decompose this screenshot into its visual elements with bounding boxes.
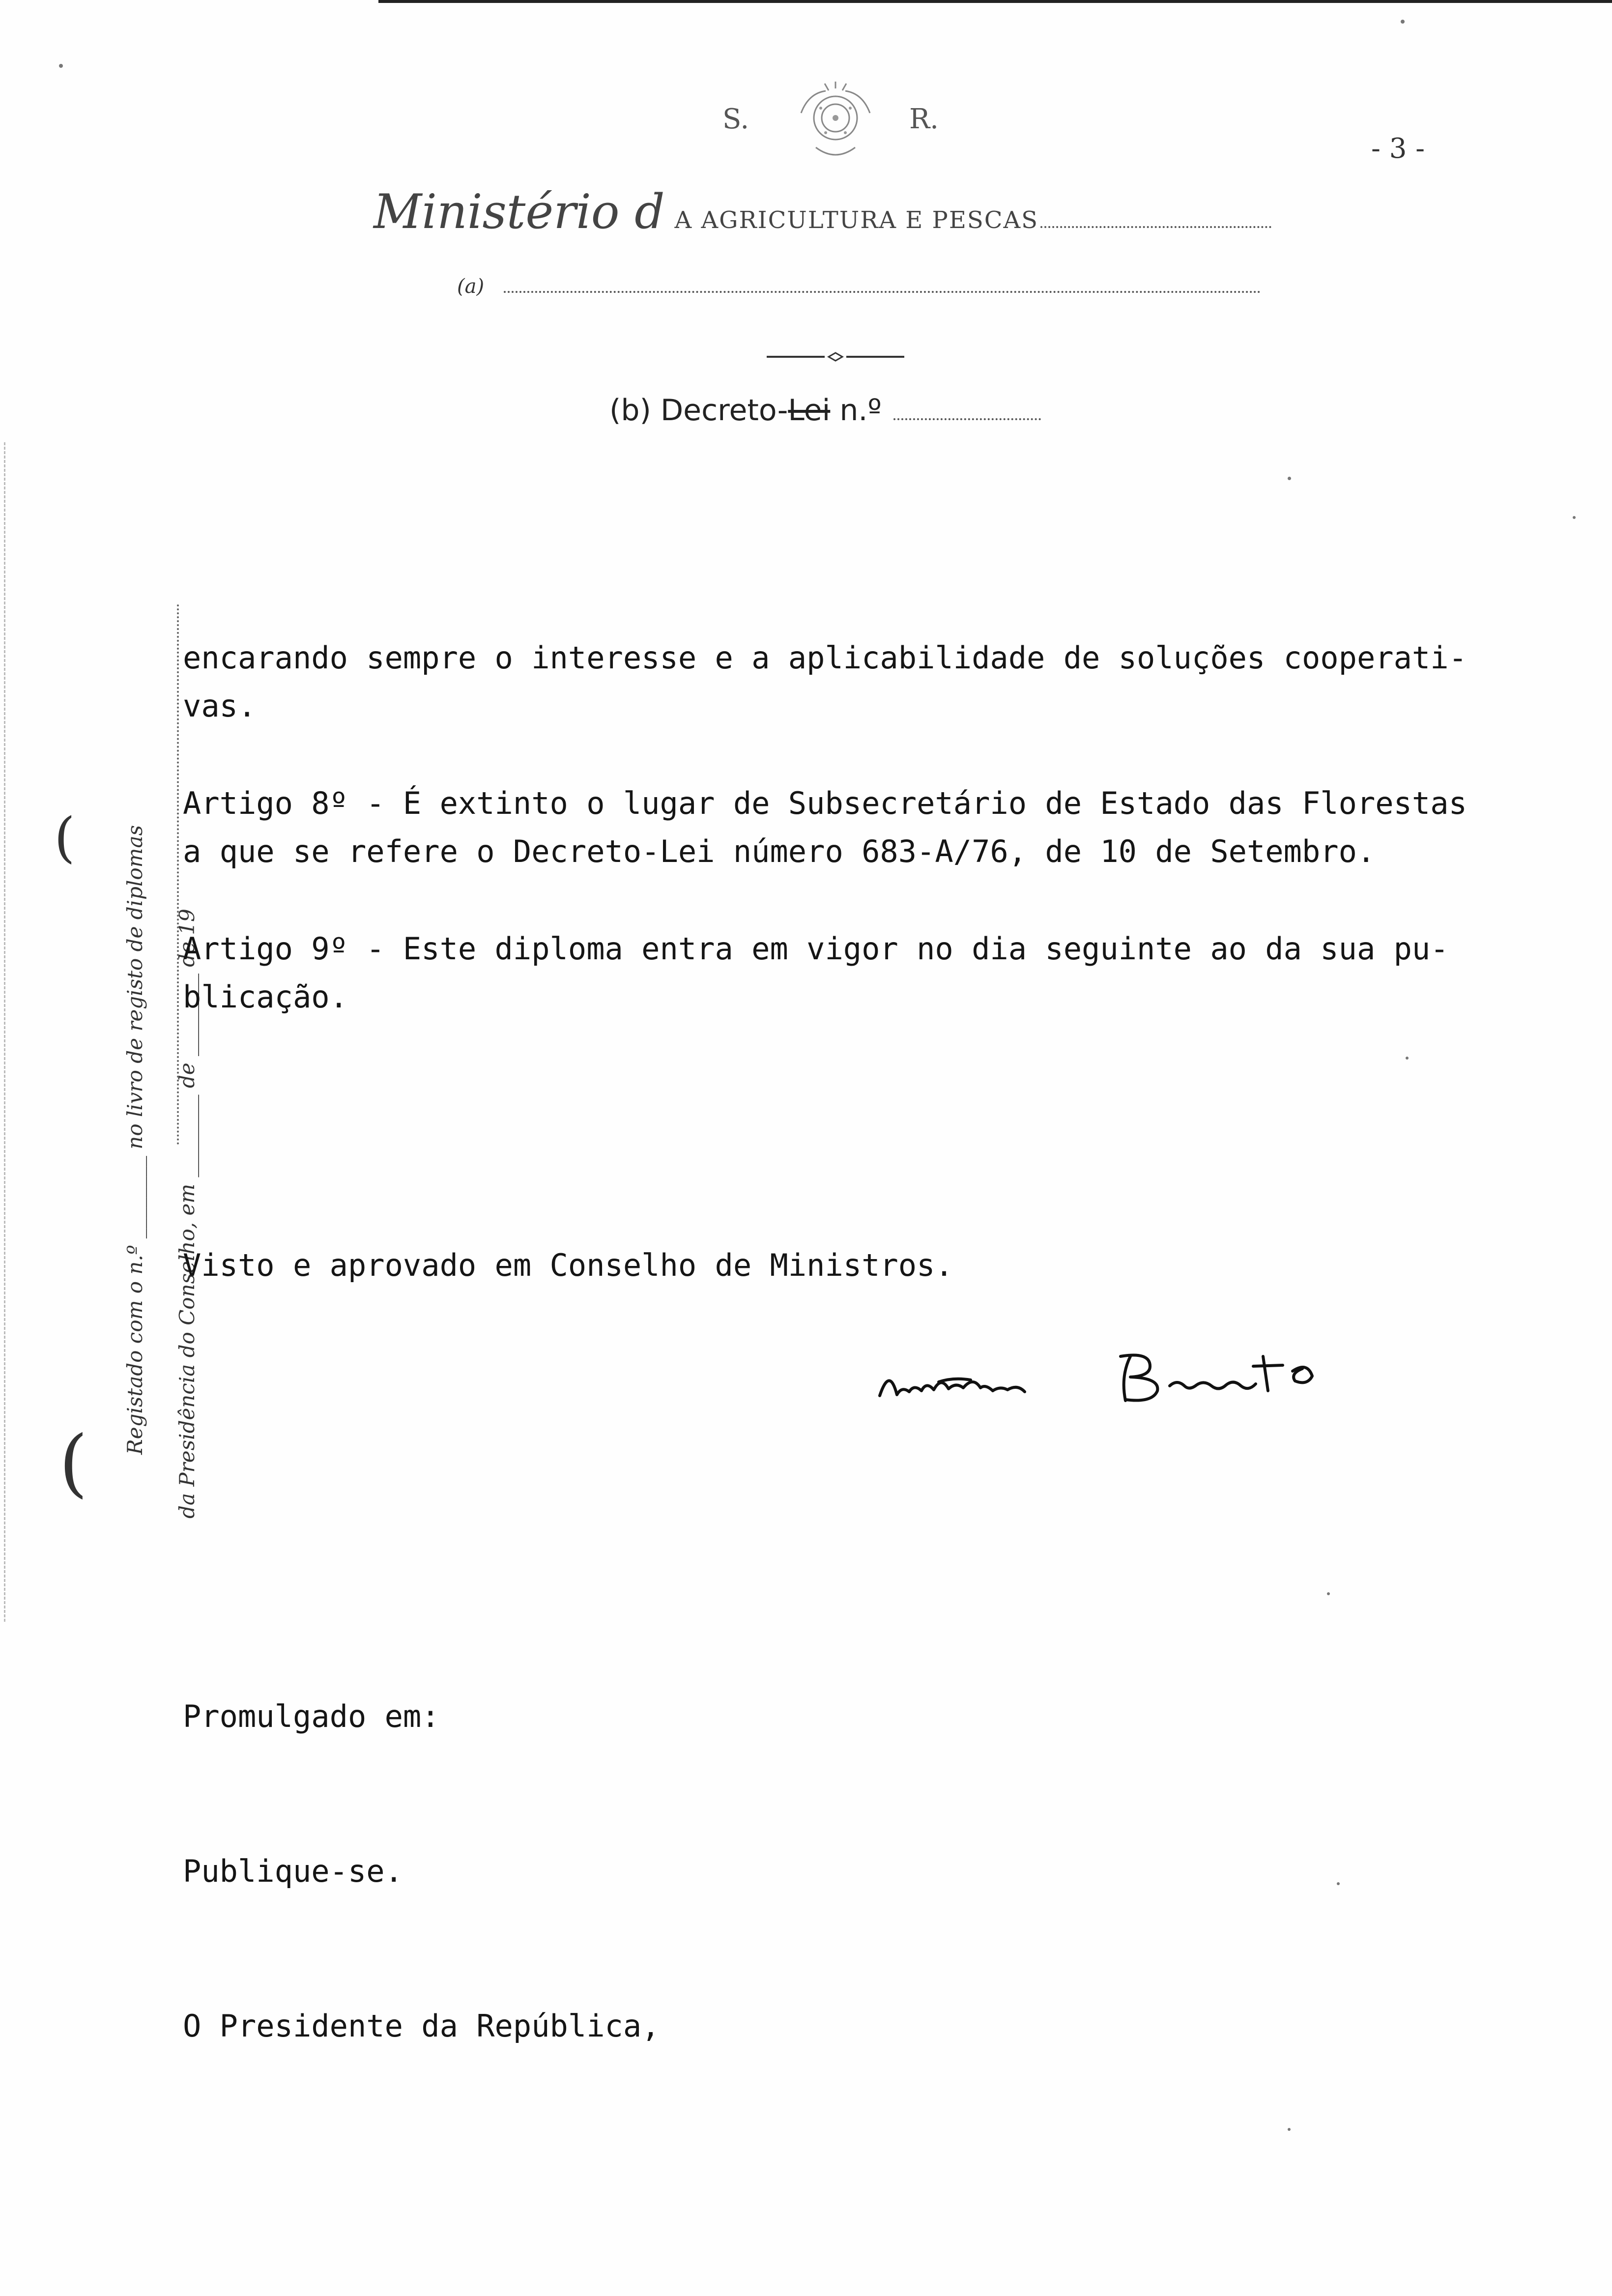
header-seal-group [722,79,968,162]
ministry-department: A AGRICULTURA E PESCAS [674,206,1039,234]
presidente-line: O Presidente da República, [183,2008,660,2044]
ministry-heading [374,184,1271,239]
coat-of-arms-seal [786,79,885,162]
scan-speck [59,64,63,68]
margin-dotted-line [177,604,179,1145]
ornamental-divider [767,352,904,362]
scan-edge-marks [4,442,8,1622]
article-8: Artigo 8º - É extinto o lugar de Subsecretário de Estado das Florestas a que se refere o Decreto-Lei número 683-A/76, de 10 de Setembro. [183,785,1467,869]
approval-statement: Visto e aprovado em Conselho de Ministros. [183,1247,953,1283]
line-a-fill [504,291,1261,293]
publique-line: Publique-se. [183,1853,403,1889]
scan-speck [1288,477,1291,480]
top-rule [378,0,1612,3]
margin-registo-note: Registado com o n.º ________ no livro de registo de diplomas [123,825,147,1455]
article-9: Artigo 9º - Este diploma entra em vigor no dia seguinte ao da sua pu- blicação. [183,931,1449,1015]
decree-suffix: n.º [830,393,882,428]
scan-speck [1401,20,1405,24]
line-a-marker: (a) [457,275,485,298]
scan-speck [1337,1882,1340,1885]
decree-prefix: Decreto- [660,393,788,428]
margin-bracket-lower: ( [59,1420,88,1506]
decree-heading [609,393,1041,428]
scan-speck [1573,516,1576,519]
scan-speck [1327,1592,1330,1595]
decree-marker: (b) [609,393,651,428]
handwritten-signature [875,1337,1356,1415]
scan-speck [1406,1057,1409,1060]
margin-presidencia-note: da Presidência do Conselho, em ________ de ________ de 19 [175,909,199,1519]
ministry-fill-line [1040,226,1271,228]
header-s-letter: S. [722,103,749,135]
decree-body [183,634,1598,1021]
margin-bracket-upper: ( [54,806,75,869]
promulgado-line: Promulgado em: [183,1698,440,1734]
decree-struck-lei: Lei [788,393,831,428]
closing-block [183,1587,660,2155]
ministry-label: Ministério d [374,184,665,239]
line-a [457,275,1261,298]
header-r-letter: R. [909,103,939,135]
scan-speck [1288,2128,1291,2131]
body-paragraph: encarando sempre o interesse e a aplicabilidade de soluções cooperati- vas. [183,640,1467,724]
page-number: - 3 - [1371,133,1425,165]
decree-number-fill [893,418,1041,420]
